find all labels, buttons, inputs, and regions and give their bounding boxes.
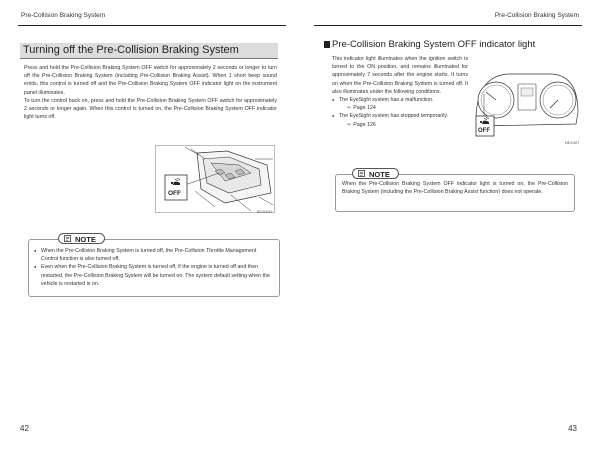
figure-code: NE2407 (565, 140, 580, 145)
page-reference[interactable] (339, 104, 468, 112)
note-item: ● When the Pre-Collision Braking System is turned off, the Pre-Collision Throttle Management Control function is also turned off. (34, 247, 274, 263)
header-rule (314, 25, 582, 26)
page-reference-text: Page 124 (353, 105, 376, 112)
condition-text: The EyeSight system has stopped temporarily. (339, 113, 449, 120)
switch-figure (155, 145, 275, 213)
paragraph: This indicator light illuminates when the ignition switch is turned to the ON position, and remains illuminated for approximately 7 seconds after the engine starts. It turns on when the Pre-Collision Braking System is turned off. It also illuminates under the following conditions. (332, 56, 468, 95)
instrument-cluster-illustration (472, 64, 582, 142)
overhead-console-illustration (155, 145, 275, 213)
condition-text: The EyeSight system has a malfunction. (339, 97, 434, 104)
note-item: ● Even when the Pre-Collision Braking System is turned off, if the engine is turned off and then restarted, the Pre-Collision Braking System will be turned on. The system default setting when the vehicle is restarted is on. (34, 263, 274, 288)
switch-off-label: OFF (168, 190, 181, 197)
subsection-heading-text: Pre-Collision Braking System OFF indicator light (332, 39, 536, 50)
condition-item (332, 96, 468, 112)
body-text (332, 55, 468, 129)
arrow-right-icon: ⇨ (347, 121, 352, 128)
note-label-text: NOTE (75, 235, 96, 244)
heading-square-icon (324, 41, 330, 48)
body-text (24, 64, 277, 121)
arrow-right-icon: ⇨ (347, 105, 352, 112)
header-rule (18, 25, 286, 26)
running-header: Pre-Collision Braking System (21, 12, 106, 19)
section-heading: Turning off the Pre-Collision Braking System (20, 43, 278, 59)
page-number: 43 (568, 424, 577, 433)
page-reference-text: Page 126 (353, 121, 376, 128)
note-icon (64, 235, 71, 242)
page-number: 42 (20, 424, 29, 433)
subsection-heading (324, 39, 535, 50)
paragraph: Press and hold the Pre-Collision Braking System OFF switch for approximately 2 seconds or longer to turn off the Pre-Collision Braking System (including Pre-Collision Braking Assist). When 1 short beep sound emits, this control is turned off and the Pre-Collision Braking System OFF indicator light on the instrument panel illuminates. (24, 65, 277, 96)
note-text: When the Pre-Collision Braking System OFF indicator light is turned on, the Pre-Collision Braking System (including the Pre-Collision Braking Assist function) does not operate. (342, 181, 568, 196)
condition-item (332, 112, 468, 128)
condition-list (332, 96, 468, 129)
note-label-text: NOTE (369, 170, 390, 179)
note-label (58, 233, 105, 244)
figure-code: BO3100 (257, 209, 272, 214)
running-header: Pre-Collision Braking System (494, 12, 579, 19)
note-icon (358, 170, 365, 177)
note-list (34, 247, 274, 288)
paragraph: To turn the control back on, press and hold the Pre-Collision Braking System OFF switch for approximately 2 seconds or longer again. When this control is turned on, the Pre-Collision Braking System OFF indicator light turns off. (24, 97, 277, 121)
page-reference[interactable] (339, 121, 468, 129)
note-label (352, 168, 399, 179)
indicator-off-label: OFF (478, 128, 490, 134)
instrument-cluster-figure (472, 64, 582, 145)
